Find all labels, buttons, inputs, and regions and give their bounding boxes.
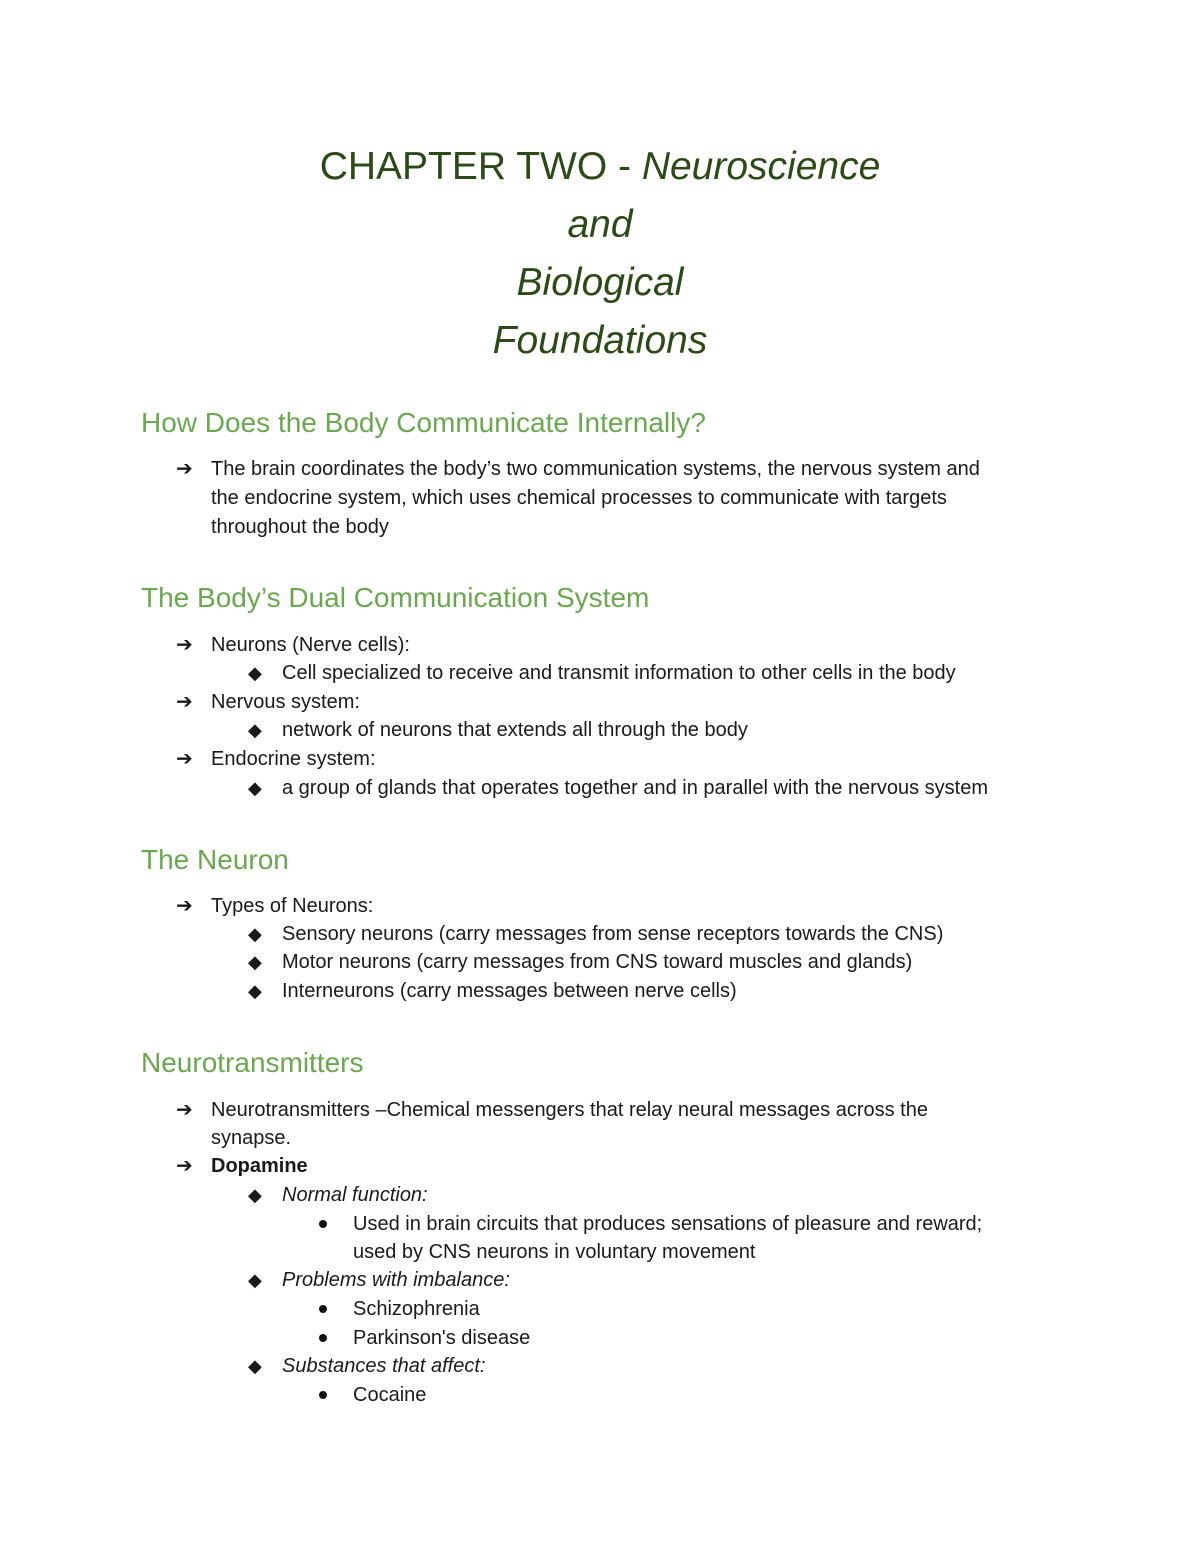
diamond-bullet-icon: ◆ bbox=[248, 952, 262, 972]
sub-sub-item: Cocaine bbox=[353, 1384, 427, 1406]
diamond-bullet-icon: ◆ bbox=[248, 1270, 262, 1290]
section-heading-dual-system: The Body’s Dual Communication System bbox=[141, 582, 650, 613]
diamond-bullet-icon: ◆ bbox=[248, 1185, 262, 1205]
sub-item: Motor neurons (carry messages from CNS toward muscles and glands) bbox=[282, 951, 913, 973]
sub-sub-item: Used in brain circuits that produces sensations of pleasure and reward; bbox=[353, 1213, 983, 1235]
sub-item: network of neurons that extends all through the body bbox=[282, 719, 748, 741]
definition-line: Neurotransmitters –Chemical messengers that relay neural messages across the bbox=[211, 1099, 928, 1121]
chapter-title bbox=[0, 138, 1200, 370]
arrow-bullet-icon: ➔ bbox=[176, 1099, 193, 1121]
title-chapter: CHAPTER TWO - bbox=[319, 145, 642, 188]
sub-item: Sensory neurons (carry messages from sense receptors towards the CNS) bbox=[282, 923, 944, 945]
normal-function-label: Normal function: bbox=[282, 1184, 428, 1206]
arrow-bullet-icon: ➔ bbox=[176, 691, 193, 713]
diamond-bullet-icon: ◆ bbox=[248, 924, 262, 944]
sub-item: Cell specialized to receive and transmit information to other cells in the body bbox=[282, 662, 956, 684]
list-item-neurons: Neurons (Nerve cells): bbox=[211, 634, 410, 656]
diamond-bullet-icon: ◆ bbox=[248, 778, 262, 798]
list-item-types: Types of Neurons: bbox=[211, 895, 374, 917]
diamond-bullet-icon: ◆ bbox=[248, 663, 262, 683]
dot-bullet-icon bbox=[319, 1305, 327, 1313]
sub-sub-item: Schizophrenia bbox=[353, 1298, 480, 1320]
diamond-bullet-icon: ◆ bbox=[248, 720, 262, 740]
title-line-4: Foundations bbox=[492, 319, 708, 362]
body-text-line: The brain coordinates the body’s two communication systems, the nervous system and bbox=[211, 458, 980, 480]
problems-label: Problems with imbalance: bbox=[282, 1269, 510, 1291]
section-heading-neurotransmitters: Neurotransmitters bbox=[141, 1047, 364, 1078]
sub-item: Interneurons (carry messages between nerve cells) bbox=[282, 980, 737, 1002]
body-text-line: the endocrine system, which uses chemical processes to communicate with targets bbox=[211, 487, 947, 509]
dot-bullet-icon bbox=[319, 1220, 327, 1228]
substances-label: Substances that affect: bbox=[282, 1355, 486, 1377]
section-heading-communicate: How Does the Body Communicate Internally? bbox=[141, 407, 706, 438]
title-neuroscience: Neuroscience bbox=[641, 145, 881, 188]
list-item-nervous-system: Nervous system: bbox=[211, 691, 360, 713]
arrow-bullet-icon: ➔ bbox=[176, 634, 193, 656]
title-line-2: and bbox=[567, 203, 633, 246]
arrow-bullet-icon: ➔ bbox=[176, 458, 193, 480]
dopamine-label: Dopamine bbox=[211, 1155, 308, 1177]
dot-bullet-icon bbox=[319, 1334, 327, 1342]
definition-line: synapse. bbox=[211, 1127, 292, 1149]
section-heading-neuron: The Neuron bbox=[141, 844, 289, 875]
title-line-3: Biological bbox=[516, 261, 684, 304]
sub-sub-item: used by CNS neurons in voluntary movement bbox=[353, 1241, 756, 1263]
arrow-bullet-icon: ➔ bbox=[176, 1155, 193, 1177]
arrow-bullet-icon: ➔ bbox=[176, 748, 193, 770]
arrow-bullet-icon: ➔ bbox=[176, 895, 193, 917]
list-item-endocrine-system: Endocrine system: bbox=[211, 748, 376, 770]
sub-item: a group of glands that operates together and in parallel with the nervous system bbox=[282, 777, 988, 799]
diamond-bullet-icon: ◆ bbox=[248, 1356, 262, 1376]
sub-sub-item: Parkinson's disease bbox=[353, 1327, 531, 1349]
body-text-line: throughout the body bbox=[211, 516, 389, 538]
title-line-1 bbox=[0, 138, 1200, 196]
diamond-bullet-icon: ◆ bbox=[248, 981, 262, 1001]
dot-bullet-icon bbox=[319, 1391, 327, 1399]
